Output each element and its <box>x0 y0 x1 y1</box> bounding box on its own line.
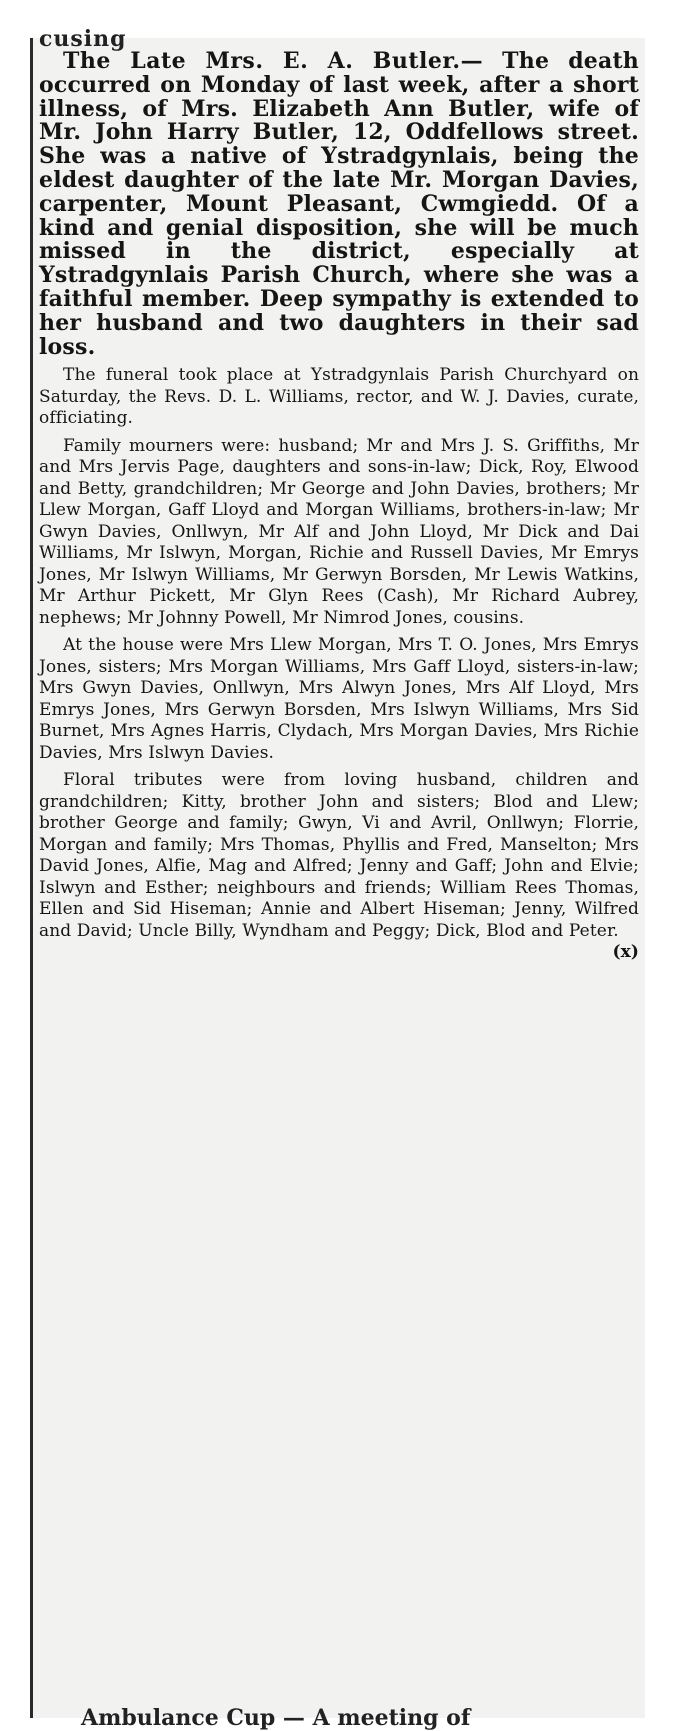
funeral-paragraph: The funeral took place at Ystradgynlais Parish Churchyard on Saturday, the Revs. D. L. Williams, rector, and W. J. Davies, curate, officiating. <box>39 365 639 429</box>
article-title: The Late Mrs. E. A. Butler.— <box>63 48 484 74</box>
obituary-article <box>39 50 639 964</box>
newspaper-clipping <box>30 26 645 1731</box>
closing-mark: (x) <box>612 942 639 963</box>
cut-off-next-article-fragment: Ambulance Cup — A meeting of <box>81 1705 471 1731</box>
family-mourners-paragraph: Family mourners were: husband; Mr and Mrs J. S. Griffiths, Mr and Mrs Jervis Page, daughters and sons-in-law; Dick, Roy, Elwood and Betty, grandchildren; Mr George and John Davies, brothers; Mr Llew Morgan, Gaff Lloyd and Morgan Williams, brothers-in-law; Mr Gwyn Davies, Onllwyn, Mr Alf and John Lloyd, Mr Dick and Dai Williams, Mr Islwyn, Morgan, Richie and Russell Davies, Mr Emrys Jones, Mr Islwyn Williams, Mr Gerwyn Borsden, Mr Lewis Watkins, Mr Arthur Pickett, Mr Glyn Rees (Cash), Mr Richard Aubrey, nephews; Mr Johnny Powell, Mr Nimrod Jones, cousins. <box>39 435 639 628</box>
lead-paragraph <box>39 50 639 359</box>
at-the-house-paragraph: At the house were Mrs Llew Morgan, Mrs T. O. Jones, Mrs Emrys Jones, sisters; Mrs Morgan Williams, Mrs Gaff Lloyd, sisters-in-law; Mrs Gwyn Davies, Onllwyn, Mrs Alwyn Jones, Mrs Alf Lloyd, Mrs Emrys Jones, Mrs Gerwyn Borsden, Mrs Islwyn Williams, Mrs Sid Burnet, Mrs Agnes Harris, Clydach, Mrs Morgan Davies, Mrs Richie Davies, Mrs Islwyn Davies. <box>39 635 639 763</box>
floral-tributes-paragraph <box>39 770 639 963</box>
floral-tributes-text: Floral tributes were from loving husband, children and grandchildren; Kitty, brother John and sisters; Blod and Llew; brother George and family; Gwyn, Vi and Avril, Onllwyn; Florrie, Morgan and family; Mrs Thomas, Phyllis and Fred, Manselton; Mrs David Jones, Alfie, Mag and Alfred; Jenny and Gaff; John and Elvie; Islwyn and Esther; neighbours and friends; William Rees Thomas, Ellen and Sid Hiseman; Annie and Albert Hiseman; Jenny, Wilfred and David; Uncle Billy, Wyndham and Peggy; Dick, Blod and Peter. <box>39 770 639 941</box>
lead-text: The death occurred on Monday of last week, after a short illness, of Mrs. Elizabeth Ann Butler, wife of Mr. John Harry Butler, 12, Oddfellows street. She was a native of Ystradgynlais, being the eldest daughter of the late Mr. Morgan Davies, carpenter, Mount Pleasant, Cwmgiedd. Of a kind and genial disposition, she will be much missed in the district, especially at Ystradgynlais Parish Church, where she was a faithful member. Deep sympathy is extended to her husband and two daughters in their sad loss. <box>39 48 639 360</box>
cut-off-heading-fragment: cusing <box>39 26 127 52</box>
